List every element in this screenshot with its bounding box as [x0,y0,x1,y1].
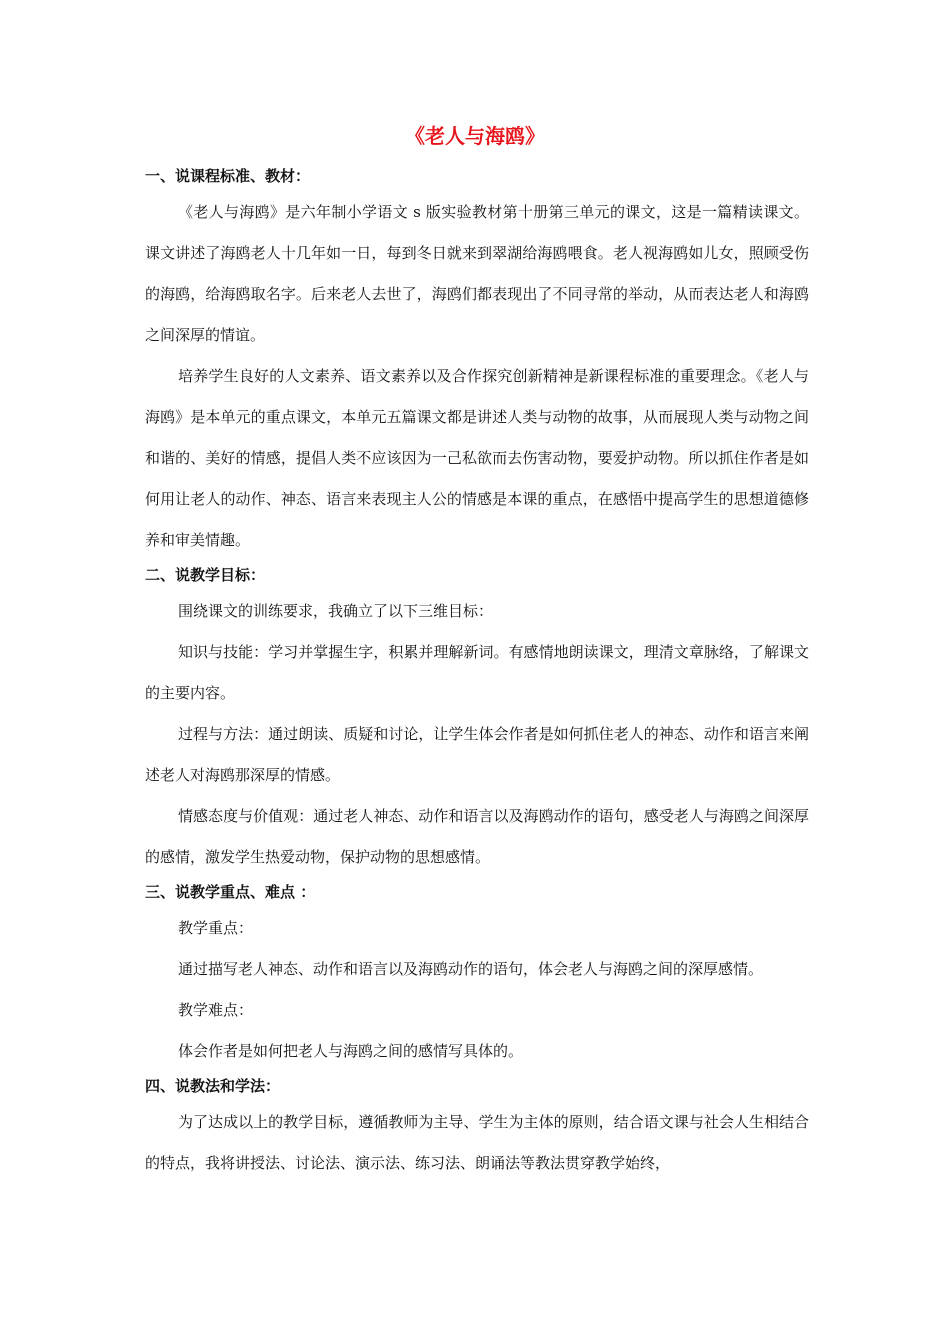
paragraph: 为了达成以上的教学目标，遵循教师为主导、学生为主体的原则，结合语文课与社会人生相结合的特点，我将讲授法、讨论法、演示法、练习法、朗诵法等教法贯穿教学始终， [145,1113,809,1172]
paragraph: 知识与技能：学习并掌握生字，积累并理解新词。有感情地朗读课文，理清文章脉络，了解课文的主要内容。 [145,643,809,702]
paragraph: 培养学生良好的人文素养、语文素养以及合作探究创新精神是新课程标准的重要理念。《老人与海鸥》是本单元的重点课文，本单元五篇课文都是讲述人类与动物的故事，从而展现人类与动物之间和谐的、美好的情感，提倡人类不应该因为一己私欲而去伤害动物，要爱护动物。所以抓住作者是如何用让老人的动作、神态、语言来表现主人公的情感是本课的重点，在感悟中提高学生的思想道德修养和审美情趣。 [145,367,809,549]
section-heading: 一、说课程标准、教材： [145,167,311,185]
section-heading: 四、说教法和学法： [145,1077,281,1095]
paragraph: 《老人与海鸥》是六年制小学语文 s 版实验教材第十册第三单元的课文，这是一篇精读课文。课文讲述了海鸥老人十几年如一日，每到冬日就来到翠湖给海鸥喂食。老人视海鸥如儿女，照顾受伤的海鸥，给海鸥取名字。后来老人去世了，海鸥们都表现出了不同寻常的举动，从而表达老人和海鸥之间深厚的情谊。 [145,203,809,344]
paragraph: 情感态度与价值观：通过老人神态、动作和语言以及海鸥动作的语句，感受老人与海鸥之间深厚的感情，激发学生热爱动物，保护动物的思想感情。 [145,807,809,866]
paragraph: 过程与方法：通过朗读、质疑和讨论，让学生体会作者是如何抓住老人的神态、动作和语言来阐述老人对海鸥那深厚的情感。 [145,725,809,784]
document-body [145,162,809,1184]
paragraph: 教学重点： [178,919,254,937]
section-key-points [145,878,809,1072]
section-heading: 二、说教学目标： [145,566,266,584]
section-heading: 三、说教学重点、难点 ： [145,883,316,901]
section-curriculum [145,162,809,561]
section-objectives [145,561,809,878]
paragraph: 体会作者是如何把老人与海鸥之间的感情写具体的。 [178,1042,524,1060]
document-title: 《老人与海鸥》 [405,124,545,148]
section-methods [145,1072,809,1184]
paragraph: 教学难点： [178,1001,254,1019]
paragraph: 通过描写老人神态、动作和语言以及海鸥动作的语句，体会老人与海鸥之间的深厚感情。 [178,960,764,978]
paragraph: 围绕课文的训练要求，我确立了以下三维目标： [178,602,494,620]
